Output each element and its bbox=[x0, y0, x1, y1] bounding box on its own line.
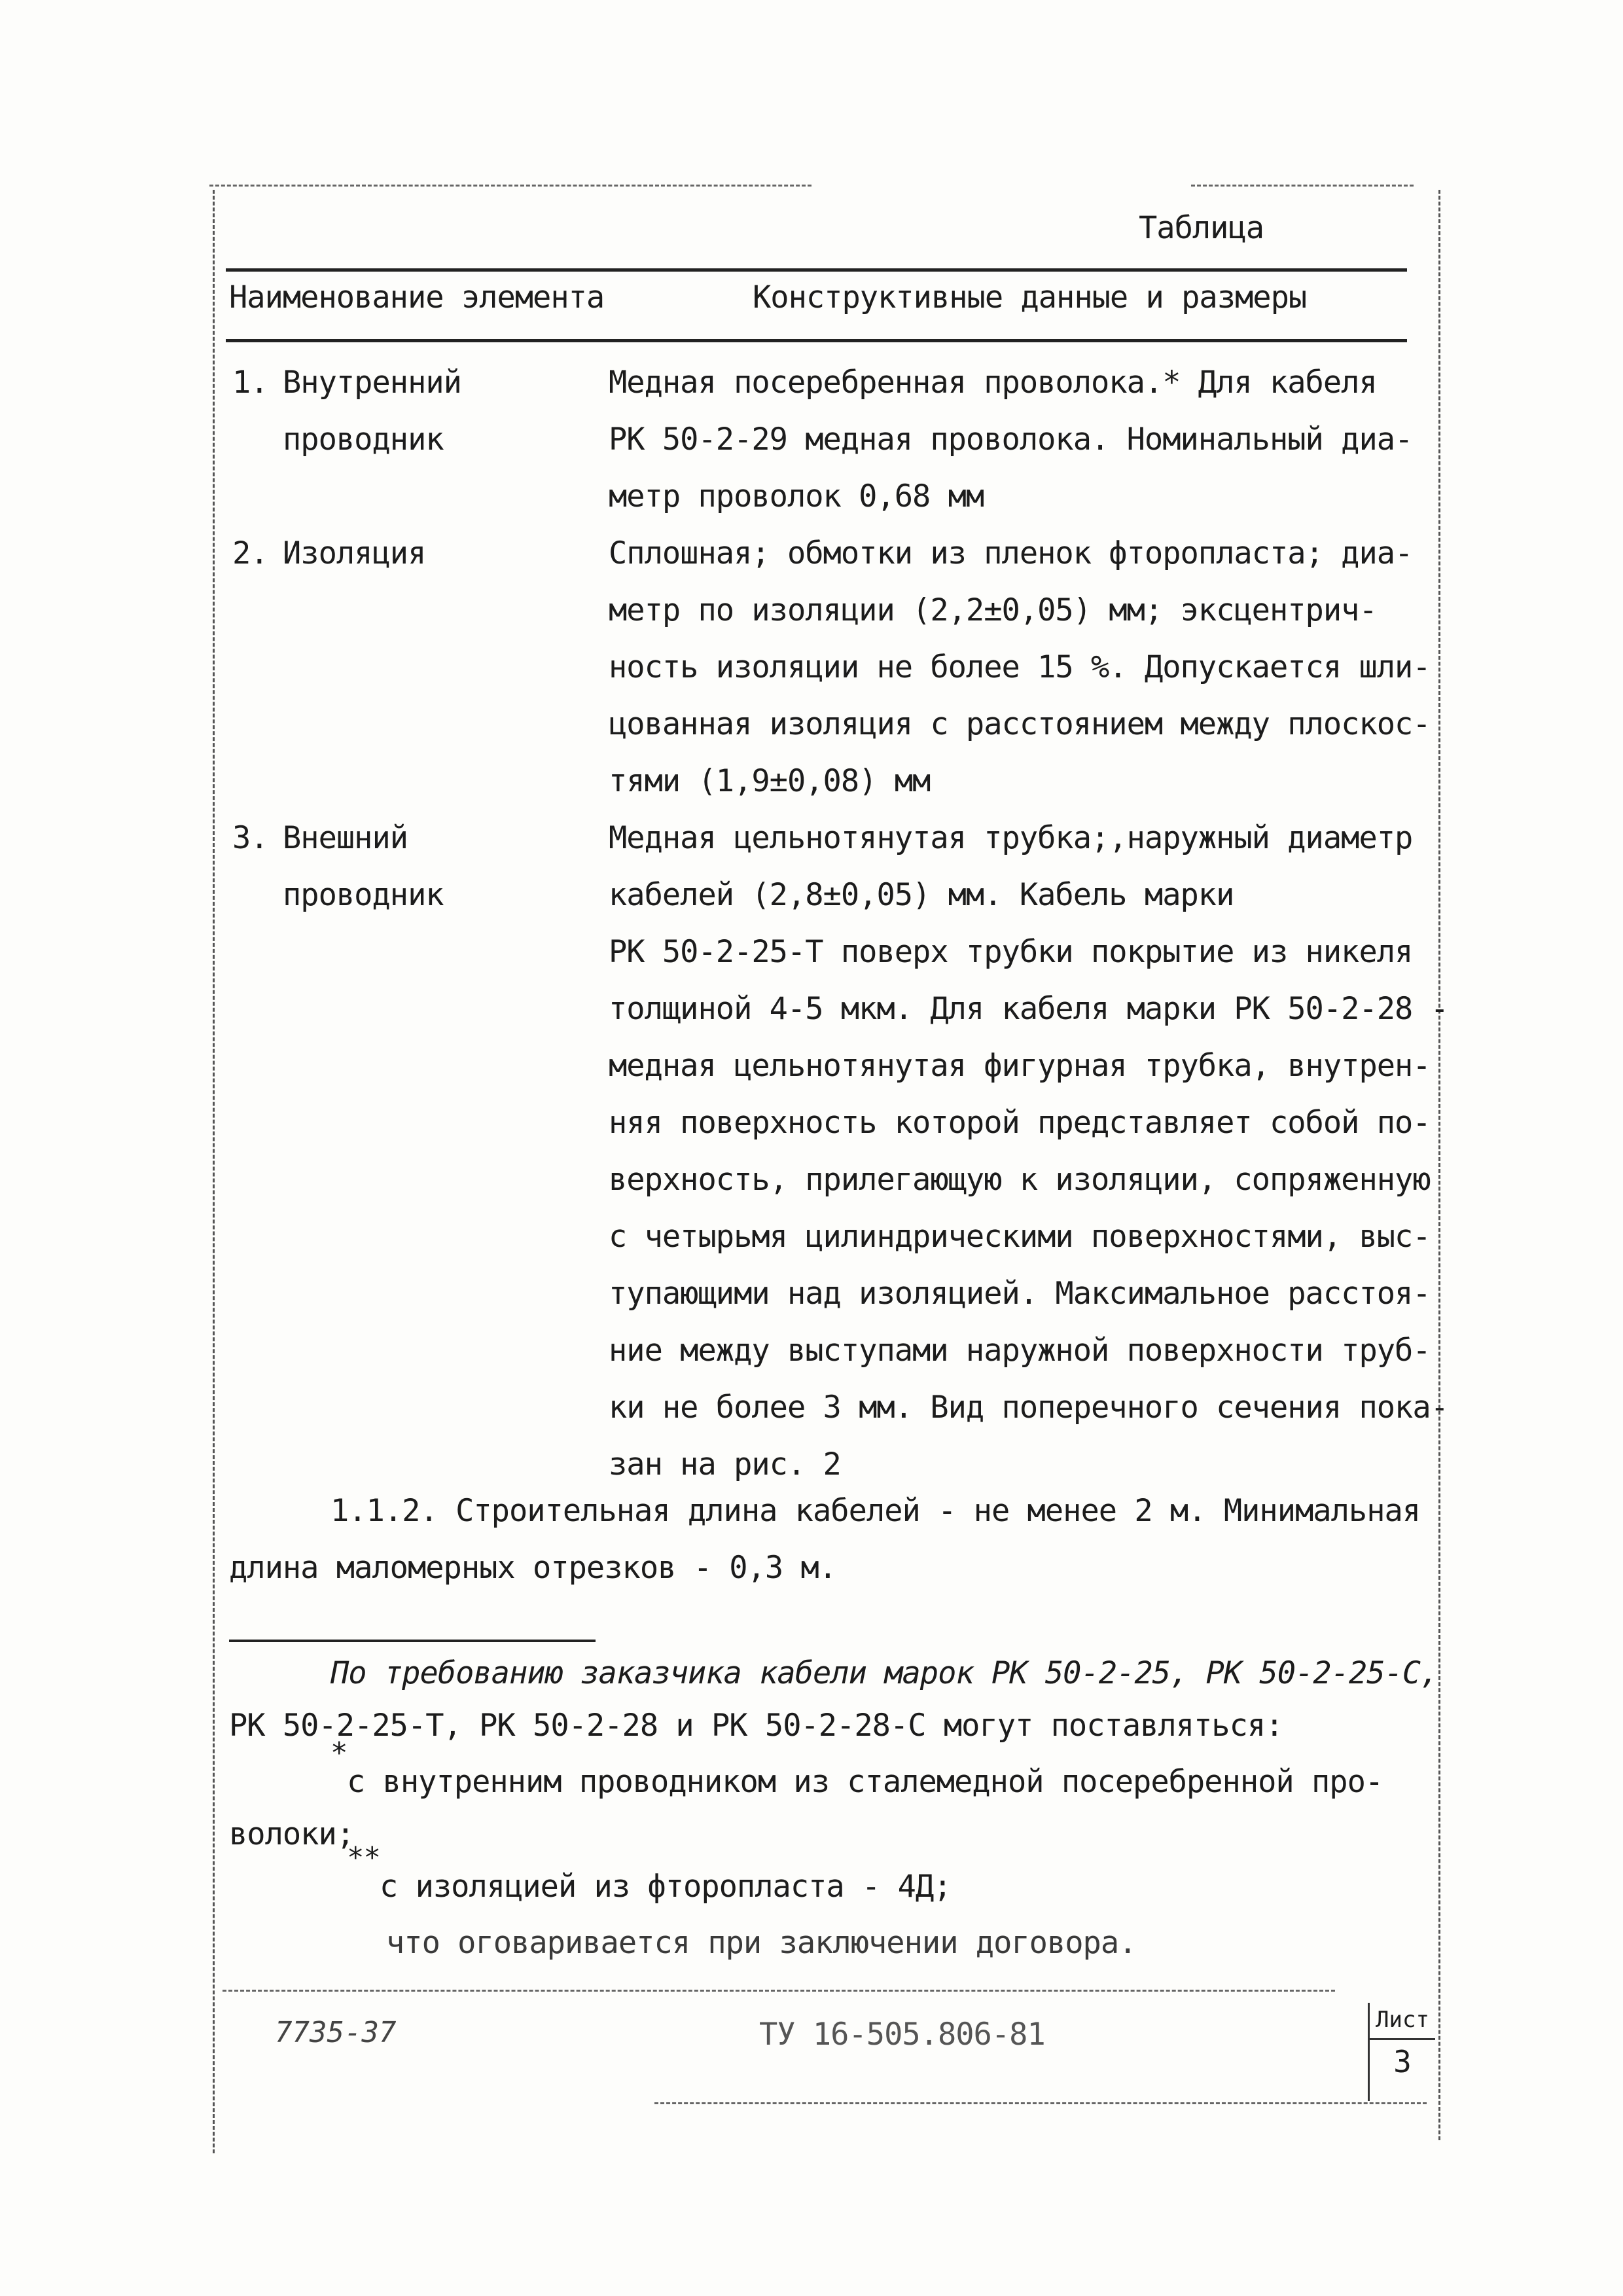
row-data-line: с четырьмя цилиндрическими поверхностями, выс- bbox=[609, 1219, 1431, 1255]
table-caption: Таблица bbox=[1139, 210, 1264, 246]
row-data-line: няя поверхность которой представляет собой по- bbox=[609, 1105, 1431, 1141]
row-data-line: Сплошная; обмотки из пленок фторопласта; диа- bbox=[609, 535, 1413, 571]
footer-bottom-rule bbox=[654, 2102, 1427, 2104]
top-edge-dashes-right bbox=[1191, 185, 1414, 187]
sheet-label: Лист bbox=[1376, 2007, 1429, 2033]
footnote-item-line: с изоляцией из фторопласта - 4Д; bbox=[380, 1869, 952, 1905]
footnote-mark-double: ** bbox=[347, 1841, 380, 1874]
row-data-line: тупающими над изоляцией. Максимальное расстоя- bbox=[609, 1276, 1431, 1312]
sheet-box bbox=[1368, 2003, 1435, 2101]
footnote-intro-line: РК 50-2-25-Т, РК 50-2-28 и РК 50-2-28-С могут поставляться: bbox=[229, 1708, 1283, 1744]
row-data-line: Медная посеребренная проволока.* Для кабеля bbox=[609, 365, 1377, 401]
row-data-line: ние между выступами наружной поверхности труб- bbox=[609, 1333, 1431, 1369]
row-data-line: тями (1,9±0,08) мм bbox=[609, 763, 931, 799]
row-number: 1. bbox=[232, 365, 268, 401]
left-margin-line bbox=[213, 190, 215, 2153]
top-edge-dashes bbox=[209, 185, 812, 187]
footnote-item-line: с внутренним проводником из сталемедной посеребренной про- bbox=[347, 1764, 1383, 1800]
footer-top-rule bbox=[223, 1990, 1335, 1992]
paragraph-1-1-2-line: 1.1.2. Строительная длина кабелей - не менее 2 м. Минимальная bbox=[330, 1493, 1421, 1529]
row-data-line: медная цельнотянутая фигурная трубка, внутрен- bbox=[609, 1048, 1431, 1084]
footnote-mark-single: * bbox=[330, 1736, 348, 1770]
footnote-intro-line: По требованию заказчика кабели марок РК 50-2-25, РК 50-2-25-С, bbox=[330, 1655, 1438, 1691]
row-number: 2. bbox=[232, 535, 268, 571]
footnote-separator bbox=[229, 1640, 596, 1642]
header-col-name: Наименование элемента bbox=[229, 279, 605, 315]
row-data-line: Медная цельнотянутая трубка;,наружный диаметр bbox=[609, 820, 1413, 856]
row-data-line: РК 50-2-29 медная проволока. Номинальный диа- bbox=[609, 422, 1413, 457]
document-code: ТУ 16-505.806-81 bbox=[759, 2017, 1045, 2053]
paragraph-1-1-2-line: длина маломерных отрезков - 0,3 м. bbox=[229, 1550, 837, 1586]
row-data-line: верхность, прилегающую к изоляции, сопряженную bbox=[609, 1162, 1431, 1198]
row-data-line: кабелей (2,8±0,05) мм. Кабель марки bbox=[609, 877, 1234, 913]
row-name-line: Внутренний bbox=[283, 365, 461, 401]
sheet-number: 3 bbox=[1370, 2038, 1435, 2079]
row-number: 3. bbox=[232, 820, 268, 856]
footnote-closing: что оговаривается при заключении договора. bbox=[386, 1925, 1137, 1961]
footnote-item-line: волоки; bbox=[229, 1816, 355, 1852]
row-data-line: метр проволок 0,68 мм bbox=[609, 478, 984, 514]
stamp-number: 7735-37 bbox=[275, 2016, 397, 2049]
right-margin-line bbox=[1438, 190, 1440, 2140]
row-name-line: проводник bbox=[283, 877, 444, 913]
header-col-data: Конструктивные данные и размеры bbox=[753, 279, 1307, 315]
row-data-line: ность изоляции не более 15 %. Допускается шли- bbox=[609, 649, 1431, 685]
table-top-rule bbox=[226, 268, 1407, 272]
row-data-line: толщиной 4-5 мкм. Для кабеля марки РК 50-2-28 - bbox=[609, 991, 1448, 1027]
row-name-line: проводник bbox=[283, 422, 444, 457]
row-name-line: Изоляция bbox=[283, 535, 426, 571]
table-header-rule bbox=[226, 339, 1407, 342]
row-data-line: цованная изоляция с расстоянием между плоскос- bbox=[609, 706, 1431, 742]
row-data-line: ки не более 3 мм. Вид поперечного сечения пока- bbox=[609, 1390, 1448, 1426]
row-name-line: Внешний bbox=[283, 820, 408, 856]
row-data-line: зан на рис. 2 bbox=[609, 1446, 841, 1482]
row-data-line: РК 50-2-25-Т поверх трубки покрытие из никеля bbox=[609, 934, 1413, 970]
row-data-line: метр по изоляции (2,2±0,05) мм; эксцентрич- bbox=[609, 592, 1377, 628]
